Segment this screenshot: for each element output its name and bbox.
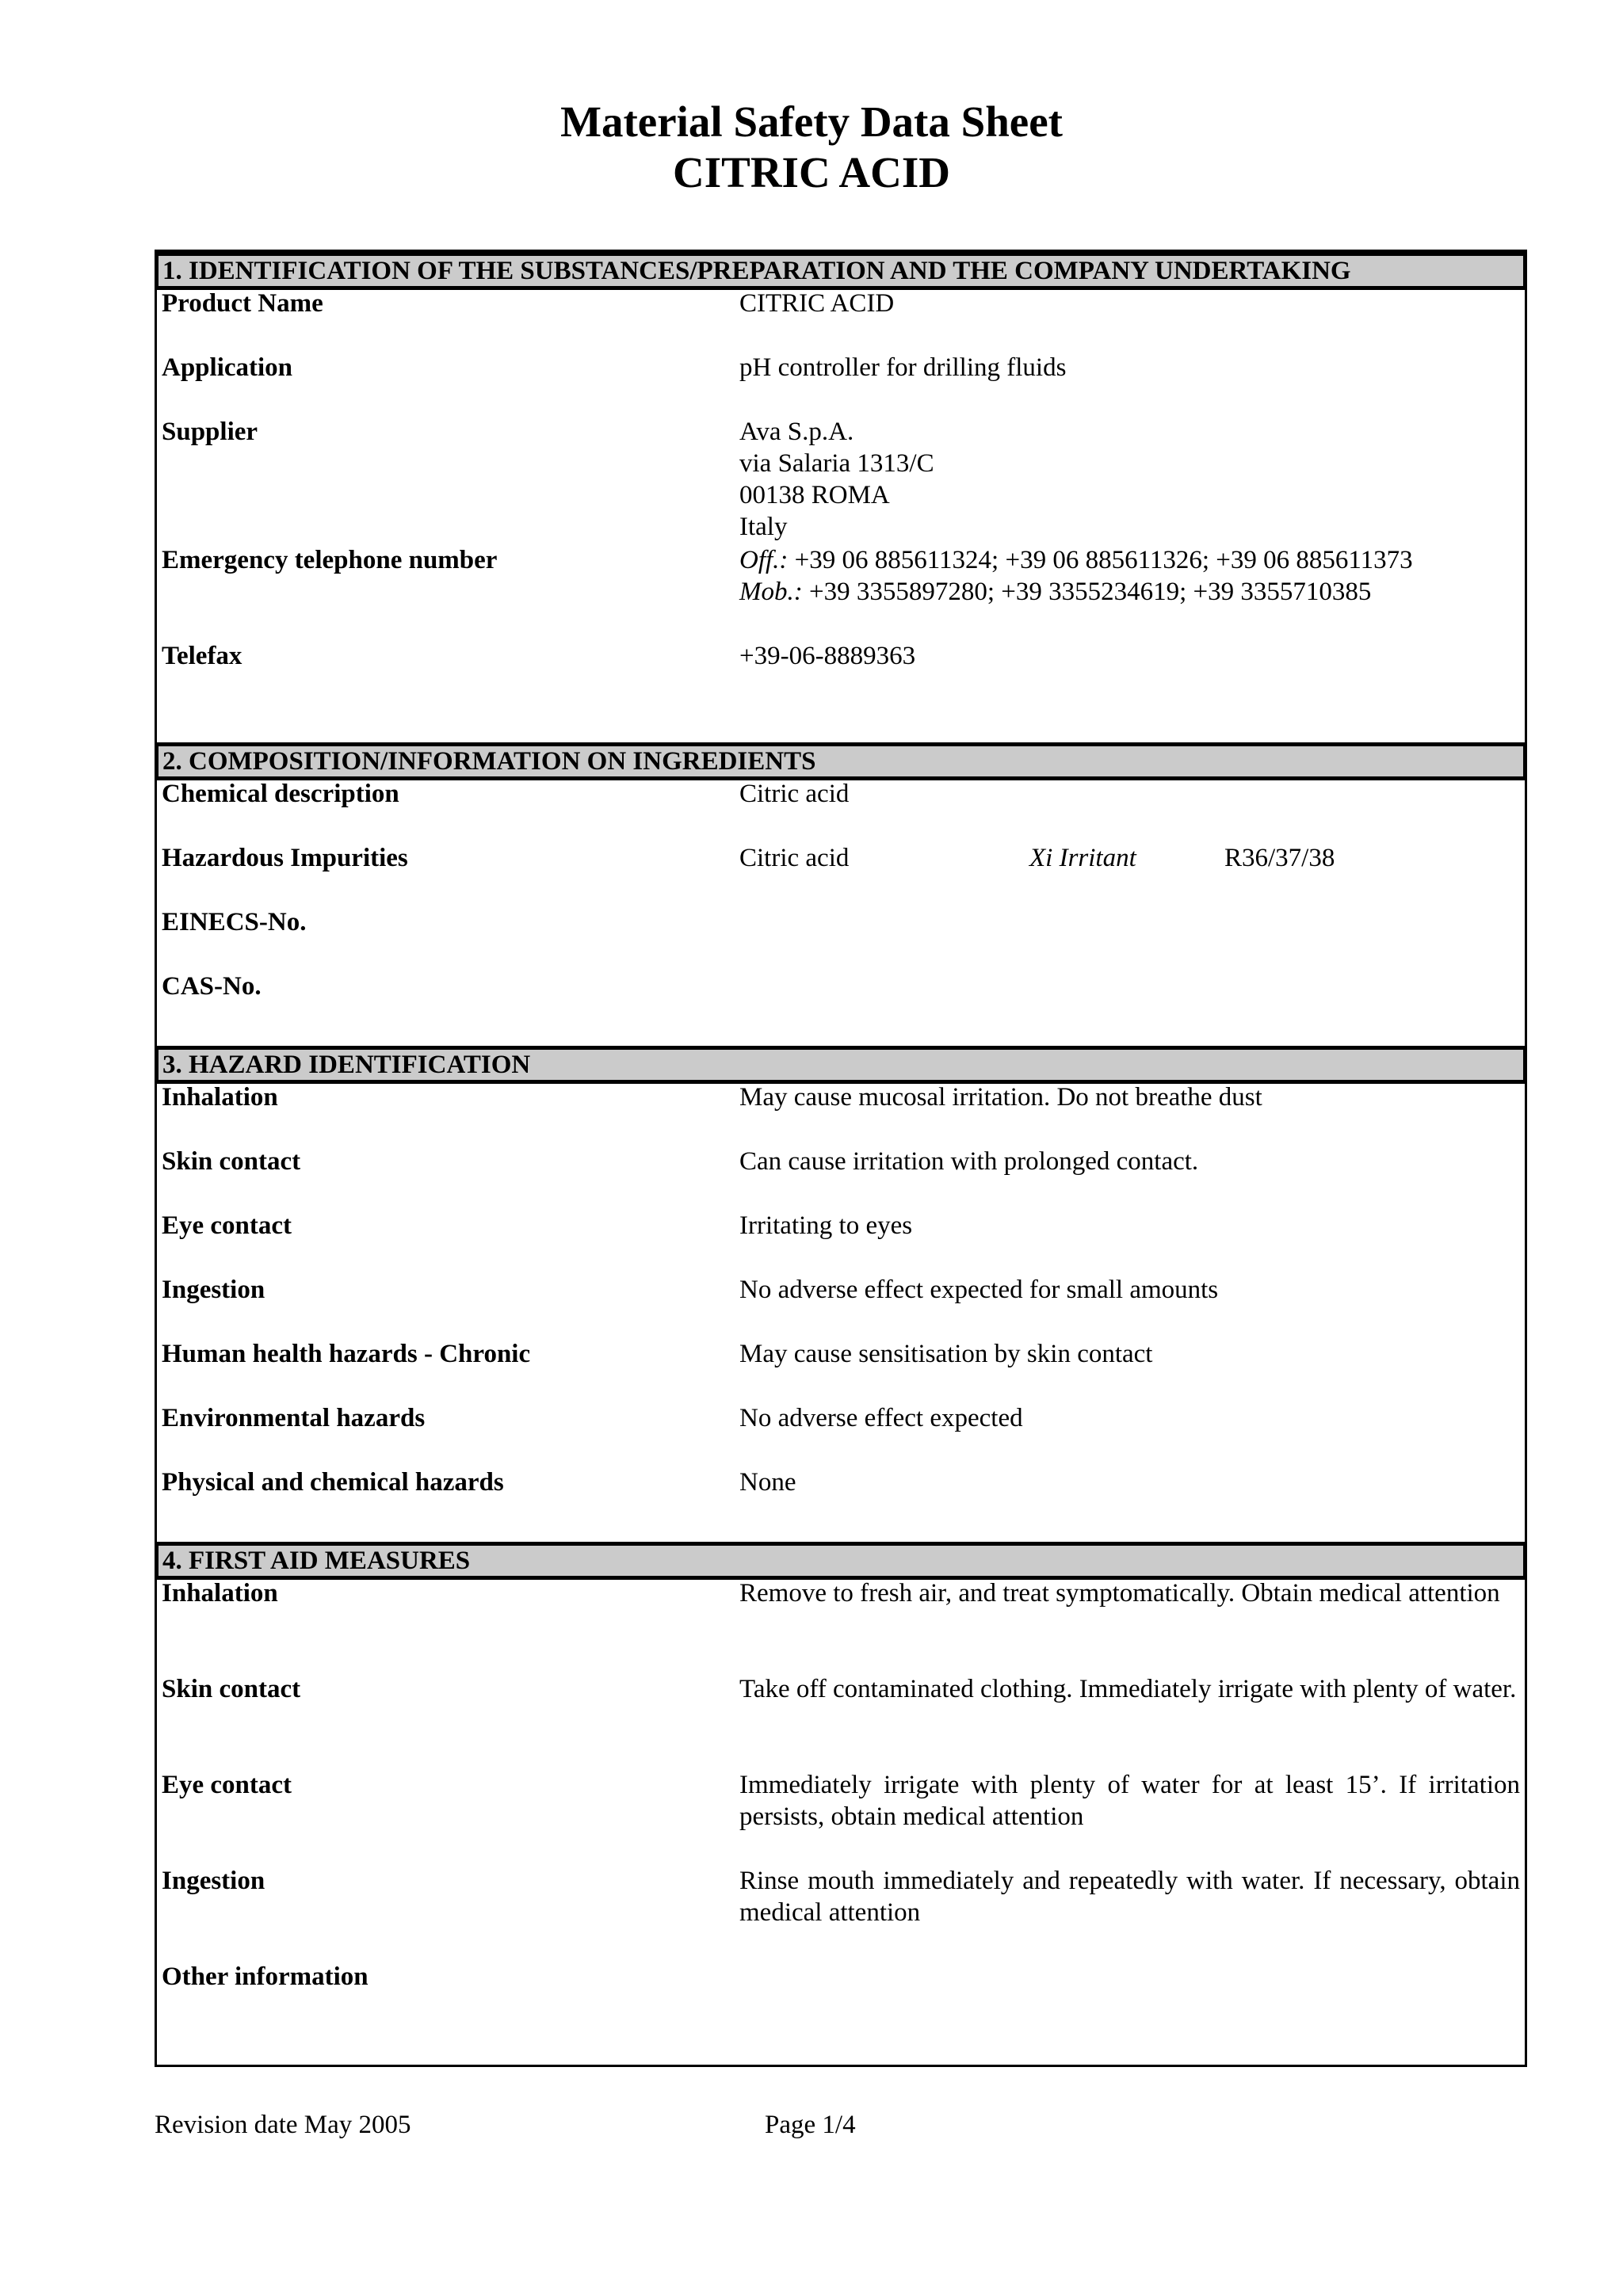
office-numbers: +39 06 885611324; +39 06 885611326; +39 06 885611373	[788, 546, 1413, 574]
hazard-label: Human health hazards - Chronic	[162, 1340, 531, 1368]
hazard-label: Eye contact	[162, 1211, 292, 1240]
first-aid-label: Other information	[162, 1962, 369, 1991]
first-aid-label: Skin contact	[162, 1675, 301, 1703]
product-name-label: Product Name	[162, 289, 323, 318]
hazard-label: Skin contact	[162, 1147, 301, 1176]
cas-label: CAS-No.	[162, 972, 262, 1001]
document-title: Material Safety Data Sheet	[560, 97, 1063, 146]
office-phones	[739, 544, 1520, 576]
first-aid-value: Remove to fresh air, and treat symptomatically. Obtain medical attention	[739, 1579, 1500, 1608]
supplier-line: 00138 ROMA	[739, 481, 890, 509]
supplier-address	[739, 416, 1520, 543]
hazard-value: Irritating to eyes	[739, 1211, 913, 1240]
supplier-label: Supplier	[162, 418, 258, 446]
application-value: pH controller for drilling fluids	[739, 353, 1067, 382]
first-aid-label: Inhalation	[162, 1579, 278, 1608]
office-prefix: Off.:	[739, 546, 789, 574]
first-aid-value: Rinse mouth immediately and repeatedly with water. If necessary, obtain medical attention	[739, 1867, 1520, 1927]
hazard-value: No adverse effect expected for small amounts	[739, 1276, 1219, 1304]
supplier-line: via Salaria 1313/C	[739, 449, 934, 478]
hazard-label: Inhalation	[162, 1083, 278, 1112]
first-aid-label: Eye contact	[162, 1771, 292, 1799]
hazard-label: Environmental hazards	[162, 1404, 426, 1432]
section-1-heading: 1. IDENTIFICATION OF THE SUBSTANCES/PREPARATION AND THE COMPANY UNDERTAKING	[155, 252, 1527, 290]
impurity-classification: Xi Irritant	[1029, 844, 1136, 872]
impurity-substance: Citric acid	[739, 844, 850, 872]
hazard-value: No adverse effect expected	[739, 1404, 1023, 1432]
hazard-value: May cause mucosal irritation. Do not breathe dust	[739, 1083, 1262, 1112]
emergency-phone-value	[739, 544, 1520, 608]
msds-table	[155, 250, 1527, 2067]
emergency-phone-label: Emergency telephone number	[162, 546, 498, 574]
revision-date: Revision date May 2005	[155, 2111, 411, 2139]
einecs-label: EINECS-No.	[162, 908, 307, 936]
section-3-heading: 3. HAZARD IDENTIFICATION	[155, 1046, 1527, 1084]
hazardous-impurities-label: Hazardous Impurities	[162, 844, 408, 872]
chemical-description-label: Chemical description	[162, 780, 399, 808]
hazard-value: May cause sensitisation by skin contact	[739, 1340, 1153, 1368]
supplier-line: Italy	[739, 513, 788, 541]
telefax-value: +39-06-8889363	[739, 642, 916, 670]
hazard-value: Can cause irritation with prolonged contact.	[739, 1147, 1199, 1176]
mobile-phones	[739, 576, 1520, 608]
hazard-label: Ingestion	[162, 1276, 265, 1304]
product-name-value: CITRIC ACID	[739, 289, 895, 318]
supplier-line: Ava S.p.A.	[739, 418, 854, 446]
application-label: Application	[162, 353, 293, 382]
page-number: Page 1/4	[765, 2111, 856, 2139]
document-title-block	[0, 97, 1623, 198]
impurity-risk-phrases: R36/37/38	[1224, 844, 1335, 872]
hazard-value: None	[739, 1468, 796, 1497]
first-aid-value: Immediately irrigate with plenty of water for at least 15’. If irritation persists, obtain medical attention	[739, 1771, 1520, 1831]
telefax-label: Telefax	[162, 642, 242, 670]
chemical-description-value: Citric acid	[739, 780, 850, 808]
mobile-prefix: Mob.:	[739, 578, 803, 606]
product-title: CITRIC ACID	[673, 148, 950, 196]
hazard-label: Physical and chemical hazards	[162, 1468, 504, 1497]
first-aid-value: Take off contaminated clothing. Immediately irrigate with plenty of water.	[739, 1675, 1517, 1703]
first-aid-label: Ingestion	[162, 1867, 265, 1895]
mobile-numbers: +39 3355897280; +39 3355234619; +39 3355710385	[802, 578, 1372, 606]
section-4-heading: 4. FIRST AID MEASURES	[155, 1542, 1527, 1580]
section-2-heading: 2. COMPOSITION/INFORMATION ON INGREDIENTS	[155, 742, 1527, 780]
